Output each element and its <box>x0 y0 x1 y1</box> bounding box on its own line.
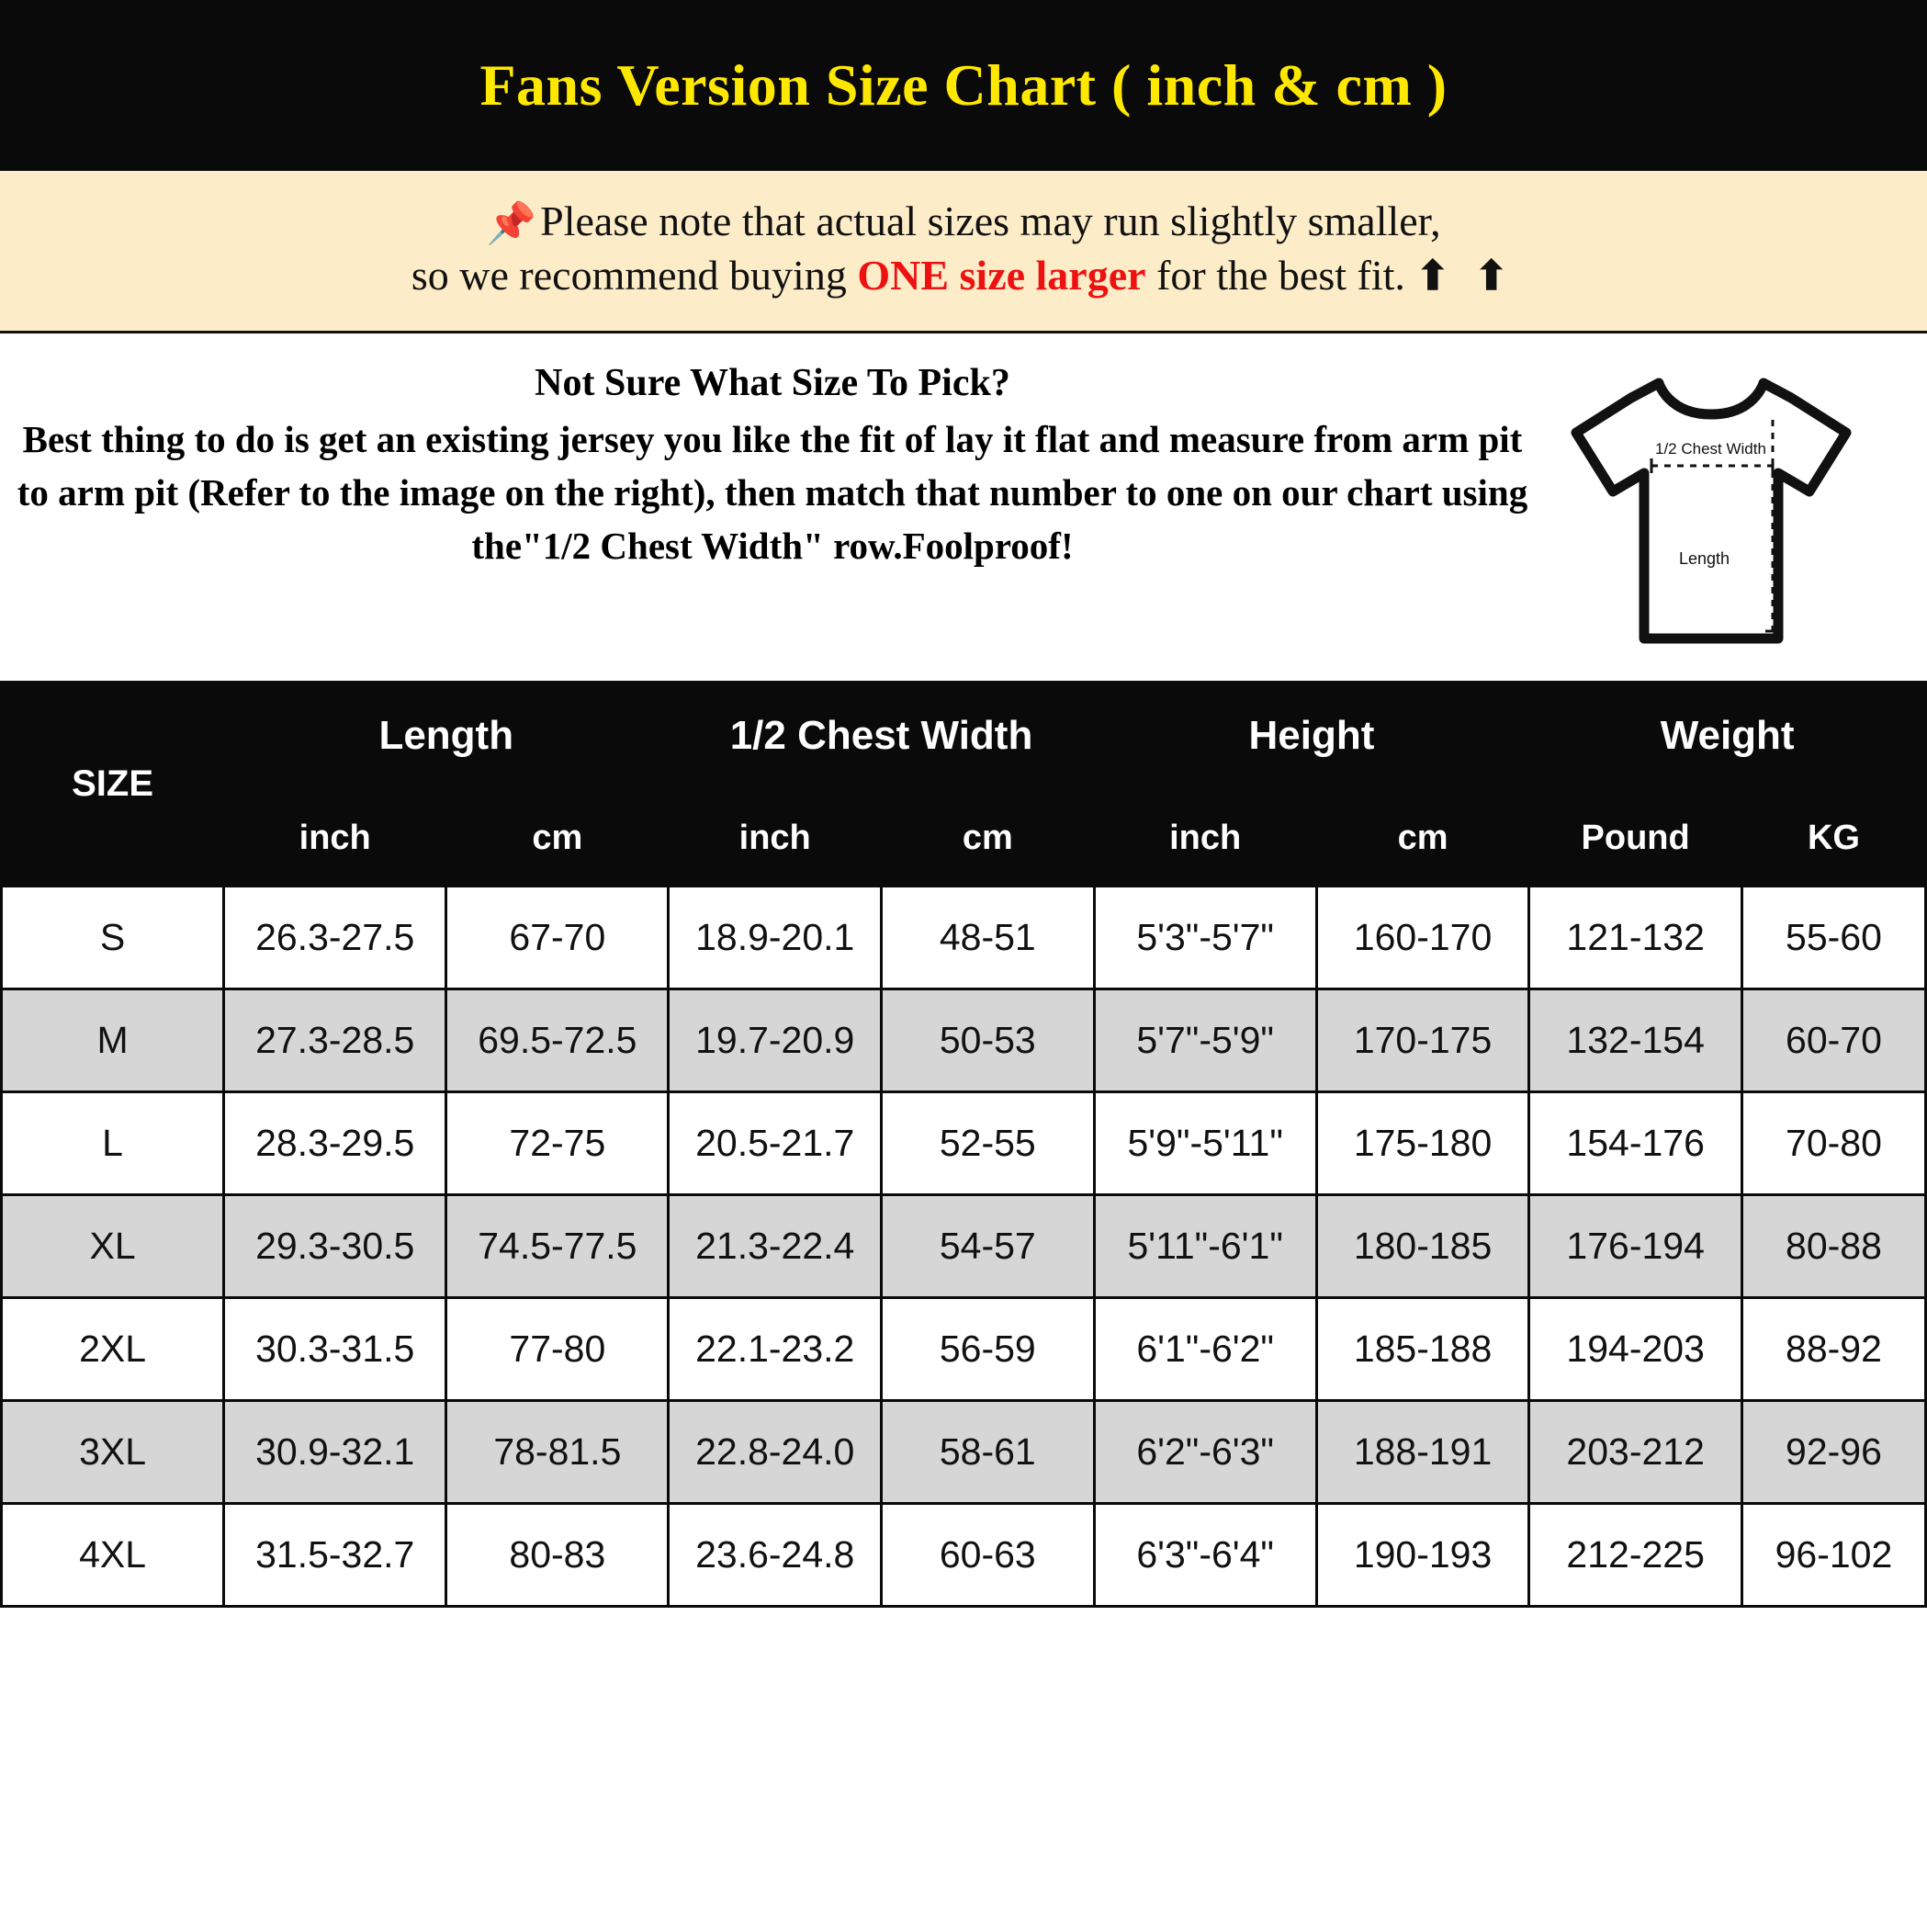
cell-chest-cm: 60-63 <box>882 1503 1095 1606</box>
cell-chest-cm: 52-55 <box>882 1091 1095 1194</box>
table-subheader-row <box>2 790 1926 886</box>
note-line-2-suffix: for the best fit. <box>1145 251 1416 299</box>
table-row <box>2 1091 1926 1194</box>
col-header-chest-cm: cm <box>882 790 1095 886</box>
cell-length-inch: 30.3-31.5 <box>224 1297 446 1400</box>
cell-length-cm: 69.5-72.5 <box>446 989 669 1091</box>
cell-length-cm: 67-70 <box>446 886 669 989</box>
cell-weight-pound: 194-203 <box>1529 1297 1742 1400</box>
cell-height-inch: 5'7"-5'9" <box>1094 989 1316 1091</box>
cell-size: 3XL <box>2 1400 224 1503</box>
cell-weight-kg: 60-70 <box>1741 989 1925 1091</box>
table-group-header-row <box>2 682 1926 790</box>
note-line-2-prefix: so we recommend buying <box>411 251 858 299</box>
cell-height-inch: 5'9"-5'11" <box>1094 1091 1316 1194</box>
cell-height-inch: 5'3"-5'7" <box>1094 886 1316 989</box>
cell-chest-inch: 18.9-20.1 <box>669 886 882 989</box>
length-label: Length <box>1679 548 1730 568</box>
note-emphasis: ONE size larger <box>857 251 1146 299</box>
cell-height-cm: 160-170 <box>1316 886 1529 989</box>
tshirt-diagram <box>1541 354 1927 666</box>
cell-length-inch: 27.3-28.5 <box>224 989 446 1091</box>
note-line-1-text: Please note that actual sizes may run slightly smaller, <box>540 198 1441 244</box>
cell-weight-pound: 212-225 <box>1529 1503 1742 1606</box>
cell-chest-inch: 19.7-20.9 <box>669 989 882 1091</box>
table-row <box>2 886 1926 989</box>
table-row <box>2 1297 1926 1400</box>
cell-chest-inch: 22.8-24.0 <box>669 1400 882 1503</box>
cell-height-inch: 6'2"-6'3" <box>1094 1400 1316 1503</box>
col-header-weight-pound: Pound <box>1529 790 1742 886</box>
table-row <box>2 1400 1926 1503</box>
note-line-2 <box>37 249 1890 303</box>
cell-chest-cm: 58-61 <box>882 1400 1095 1503</box>
cell-weight-pound: 203-212 <box>1529 1400 1742 1503</box>
col-header-chest-inch: inch <box>669 790 882 886</box>
cell-length-cm: 78-81.5 <box>446 1400 669 1503</box>
col-header-length-inch: inch <box>224 790 446 886</box>
cell-chest-inch: 22.1-23.2 <box>669 1297 882 1400</box>
cell-weight-kg: 92-96 <box>1741 1400 1925 1503</box>
page-title: Fans Version Size Chart ( inch & cm ) <box>479 52 1448 118</box>
cell-chest-inch: 23.6-24.8 <box>669 1503 882 1606</box>
note-line-1 <box>37 195 1890 249</box>
cell-chest-inch: 20.5-21.7 <box>669 1091 882 1194</box>
cell-height-cm: 175-180 <box>1316 1091 1529 1194</box>
size-note-band <box>0 171 1927 333</box>
cell-length-inch: 30.9-32.1 <box>224 1400 446 1503</box>
col-group-height: Height <box>1094 682 1529 790</box>
cell-height-cm: 188-191 <box>1316 1400 1529 1503</box>
cell-height-cm: 180-185 <box>1316 1194 1529 1297</box>
chart-header <box>0 0 1927 171</box>
cell-length-inch: 31.5-32.7 <box>224 1503 446 1606</box>
col-header-weight-kg: KG <box>1741 790 1925 886</box>
cell-weight-pound: 121-132 <box>1529 886 1742 989</box>
cell-weight-pound: 176-194 <box>1529 1194 1742 1297</box>
cell-length-cm: 74.5-77.5 <box>446 1194 669 1297</box>
cell-height-inch: 6'3"-6'4" <box>1094 1503 1316 1606</box>
cell-height-cm: 185-188 <box>1316 1297 1529 1400</box>
cell-size: S <box>2 886 224 989</box>
cell-size: L <box>2 1091 224 1194</box>
advice-title: Not Sure What Size To Pick? <box>535 361 1010 404</box>
cell-length-cm: 72-75 <box>446 1091 669 1194</box>
col-header-length-cm: cm <box>446 790 669 886</box>
cell-weight-kg: 88-92 <box>1741 1297 1925 1400</box>
cell-weight-kg: 55-60 <box>1741 886 1925 989</box>
cell-length-cm: 80-83 <box>446 1503 669 1606</box>
cell-length-cm: 77-80 <box>446 1297 669 1400</box>
cell-chest-cm: 56-59 <box>882 1297 1095 1400</box>
cell-weight-kg: 70-80 <box>1741 1091 1925 1194</box>
cell-weight-pound: 154-176 <box>1529 1091 1742 1194</box>
col-group-weight: Weight <box>1529 682 1926 790</box>
col-header-height-cm: cm <box>1316 790 1529 886</box>
cell-length-inch: 28.3-29.5 <box>224 1091 446 1194</box>
table-row <box>2 1503 1926 1606</box>
cell-chest-cm: 48-51 <box>882 886 1095 989</box>
col-group-length: Length <box>224 682 669 790</box>
cell-weight-kg: 96-102 <box>1741 1503 1925 1606</box>
col-header-height-inch: inch <box>1094 790 1316 886</box>
col-group-chest-width: 1/2 Chest Width <box>669 682 1094 790</box>
cell-length-inch: 26.3-27.5 <box>224 886 446 989</box>
cell-weight-kg: 80-88 <box>1741 1194 1925 1297</box>
cell-height-inch: 6'1"-6'2" <box>1094 1297 1316 1400</box>
cell-height-inch: 5'11"-6'1" <box>1094 1194 1316 1297</box>
cell-chest-cm: 50-53 <box>882 989 1095 1091</box>
advice-body: Best thing to do is get an existing jersey you like the fit of lay it flat and measure from arm pit to arm pit (Refer to the image on the right), then match that number to one on our chart using the"1/2 Chest Width" row.Foolproof! <box>17 417 1528 568</box>
pushpin-icon: 📌 <box>486 201 537 246</box>
cell-size: 4XL <box>2 1503 224 1606</box>
cell-height-cm: 190-193 <box>1316 1503 1529 1606</box>
tshirt-icon <box>1560 363 1863 666</box>
cell-size: XL <box>2 1194 224 1297</box>
cell-size: M <box>2 989 224 1091</box>
table-row <box>2 989 1926 1091</box>
table-row <box>2 1194 1926 1297</box>
cell-height-cm: 170-175 <box>1316 989 1529 1091</box>
col-header-size: SIZE <box>2 682 224 886</box>
cell-size: 2XL <box>2 1297 224 1400</box>
cell-length-inch: 29.3-30.5 <box>224 1194 446 1297</box>
advice-section <box>0 333 1927 681</box>
size-table <box>0 681 1927 1608</box>
cell-chest-inch: 21.3-22.4 <box>669 1194 882 1297</box>
arrow-up-icon: ⬆ ⬆ <box>1415 253 1516 299</box>
table-body <box>2 886 1926 1606</box>
chest-width-label: 1/2 Chest Width <box>1655 439 1766 458</box>
cell-chest-cm: 54-57 <box>882 1194 1095 1297</box>
advice-text-block <box>0 354 1541 573</box>
cell-weight-pound: 132-154 <box>1529 989 1742 1091</box>
